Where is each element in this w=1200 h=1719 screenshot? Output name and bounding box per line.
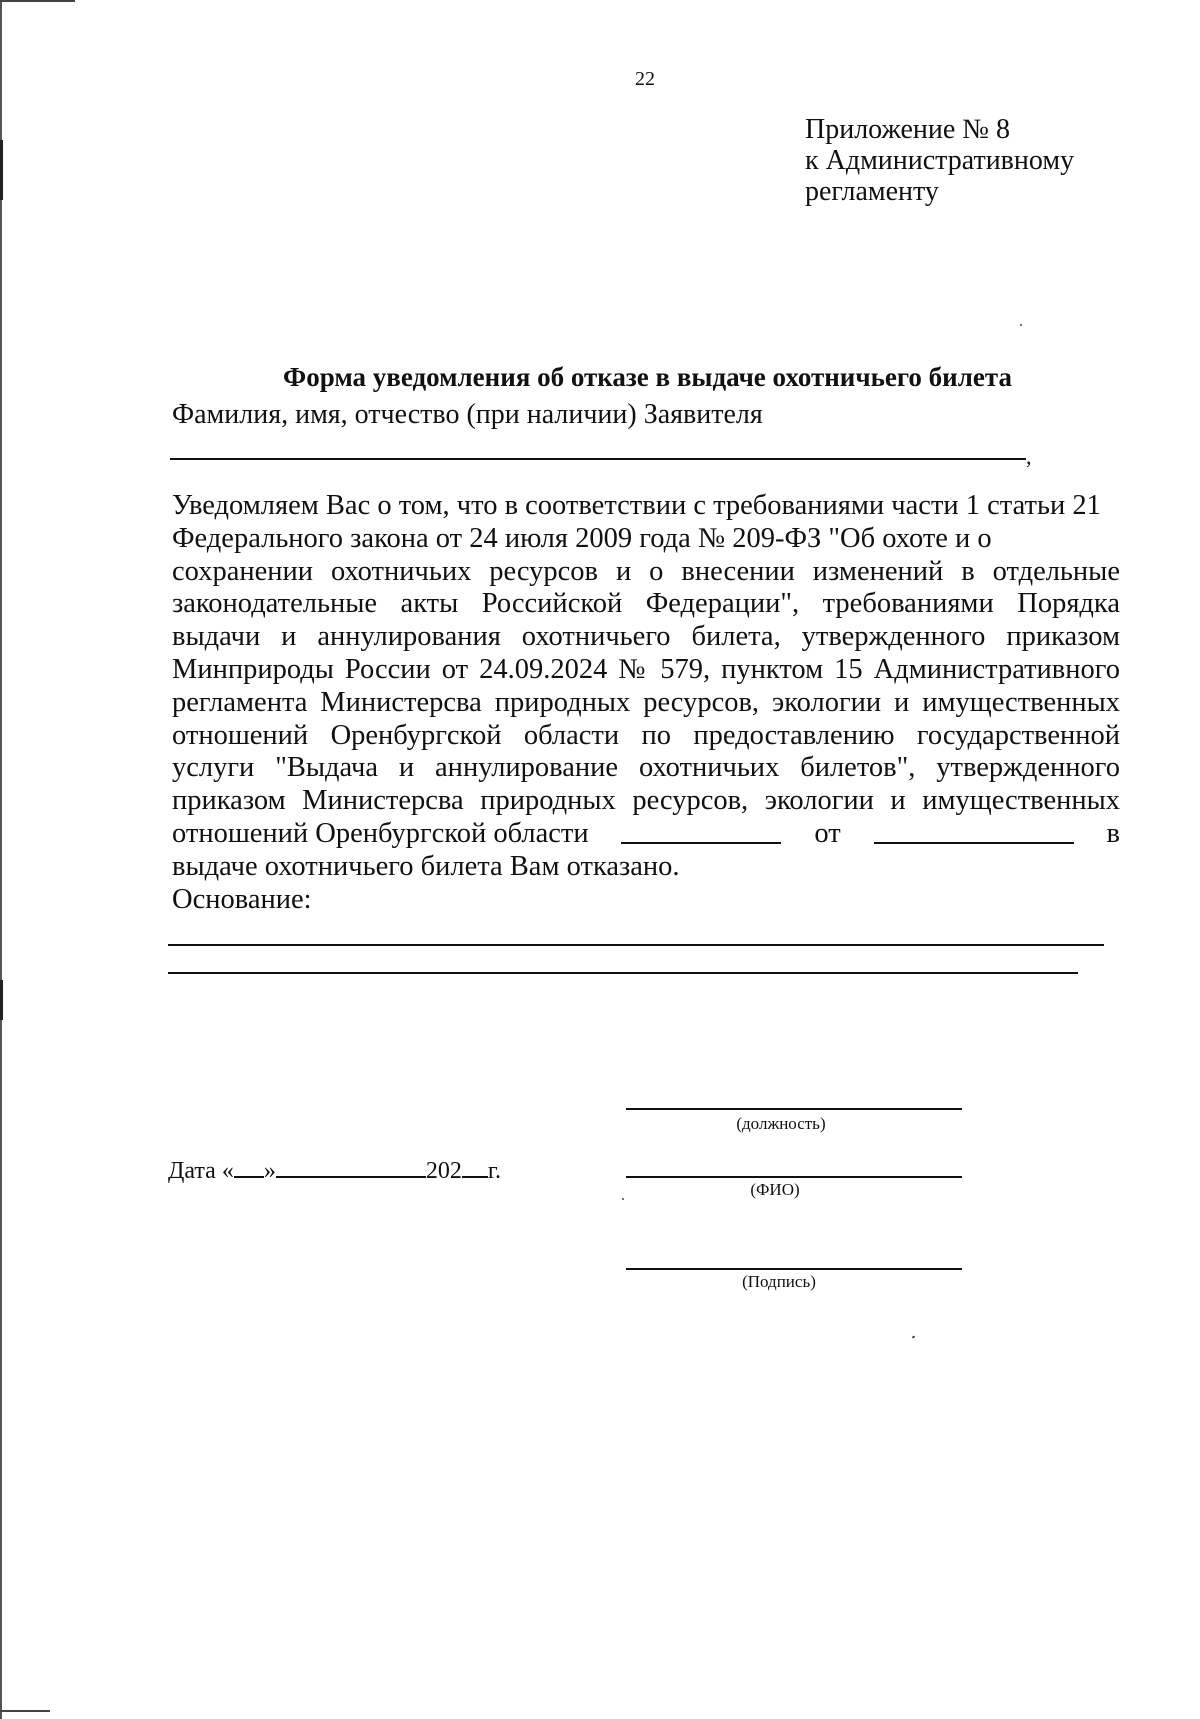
full-name-line[interactable] [626, 1176, 962, 1178]
year-prefix: 202 [425, 1158, 462, 1184]
body-line: выдачи и аннулирования охотничьего билета, утвержденного приказом [172, 621, 1120, 653]
date-quote-close: » [263, 1158, 276, 1184]
year-blank[interactable] [462, 1156, 488, 1178]
body-line: законодательные акты Российской Федерации", требованиями Порядка [172, 588, 1120, 620]
scan-speck [622, 1198, 624, 1200]
body-line-11-from: от [814, 817, 841, 849]
basis-line-2[interactable] [168, 972, 1078, 974]
applicant-line-comma: , [1026, 444, 1032, 469]
body-line: выдаче охотничьего билета Вам отказано. [172, 850, 680, 882]
scan-speck [912, 1335, 916, 1338]
position-caption: (должность) [736, 1114, 826, 1133]
appendix-line-3: регламенту [805, 176, 939, 207]
signature-line[interactable] [626, 1268, 962, 1270]
basis-label: Основание: [172, 883, 312, 915]
body-line-11-in: в [1106, 817, 1120, 849]
appendix-line-1: Приложение № 8 [805, 114, 1010, 145]
scan-edge-mark [0, 980, 3, 1020]
basis-line-1[interactable] [168, 944, 1104, 946]
scan-speck [1020, 324, 1022, 326]
applicant-name-line[interactable] [170, 458, 1026, 460]
body-line: услуги "Выдача и аннулирование охотничьих билетов", утвержденного [172, 752, 1120, 784]
order-number-blank[interactable] [621, 818, 781, 844]
body-line: Федерального закона от 24 июля 2009 года № 209-ФЗ "Об охоте и о [172, 522, 992, 554]
full-name-caption: (ФИО) [750, 1180, 800, 1199]
notice-body [172, 490, 1120, 916]
body-line: Минприроды России от 24.09.2024 № 579, пунктом 15 Административного [172, 653, 1120, 685]
body-line: регламента Министерсва природных ресурсов, экологии и имущественных [172, 686, 1120, 718]
page-number: 22 [635, 68, 655, 90]
order-date-blank[interactable] [874, 818, 1074, 844]
appendix-note [805, 114, 1074, 207]
body-line: отношений Оренбургской области по предоставлению государственной [172, 719, 1120, 751]
month-blank[interactable] [276, 1156, 426, 1178]
date-prefix: Дата « [168, 1158, 234, 1184]
scan-edge-mark [0, 140, 3, 200]
date-field [168, 1156, 501, 1185]
scan-edge-bottom [0, 1710, 50, 1712]
applicant-name-label: Фамилия, имя, отчество (при наличии) Заявителя [172, 399, 763, 430]
year-suffix: г. [487, 1158, 501, 1184]
scan-edge-top [0, 0, 75, 2]
scan-edge-left [0, 0, 2, 1719]
body-line-with-blanks [172, 818, 1120, 851]
position-line[interactable] [626, 1108, 962, 1110]
body-line-11-text: отношений Оренбургской области [172, 817, 589, 849]
form-title: Форма уведомления об отказе в выдаче охотничьего билета [283, 362, 1012, 392]
body-line: приказом Министерсва природных ресурсов, экологии и имущественных [172, 785, 1120, 817]
day-blank[interactable] [234, 1156, 264, 1178]
body-line: сохранении охотничьих ресурсов и о внесении изменений в отдельные [172, 555, 1120, 587]
appendix-line-2: к Административному [805, 145, 1075, 176]
body-line: Уведомляем Вас о том, что в соответствии с требованиями части 1 статьи 21 [172, 490, 1101, 521]
signature-caption: (Подпись) [742, 1272, 816, 1291]
